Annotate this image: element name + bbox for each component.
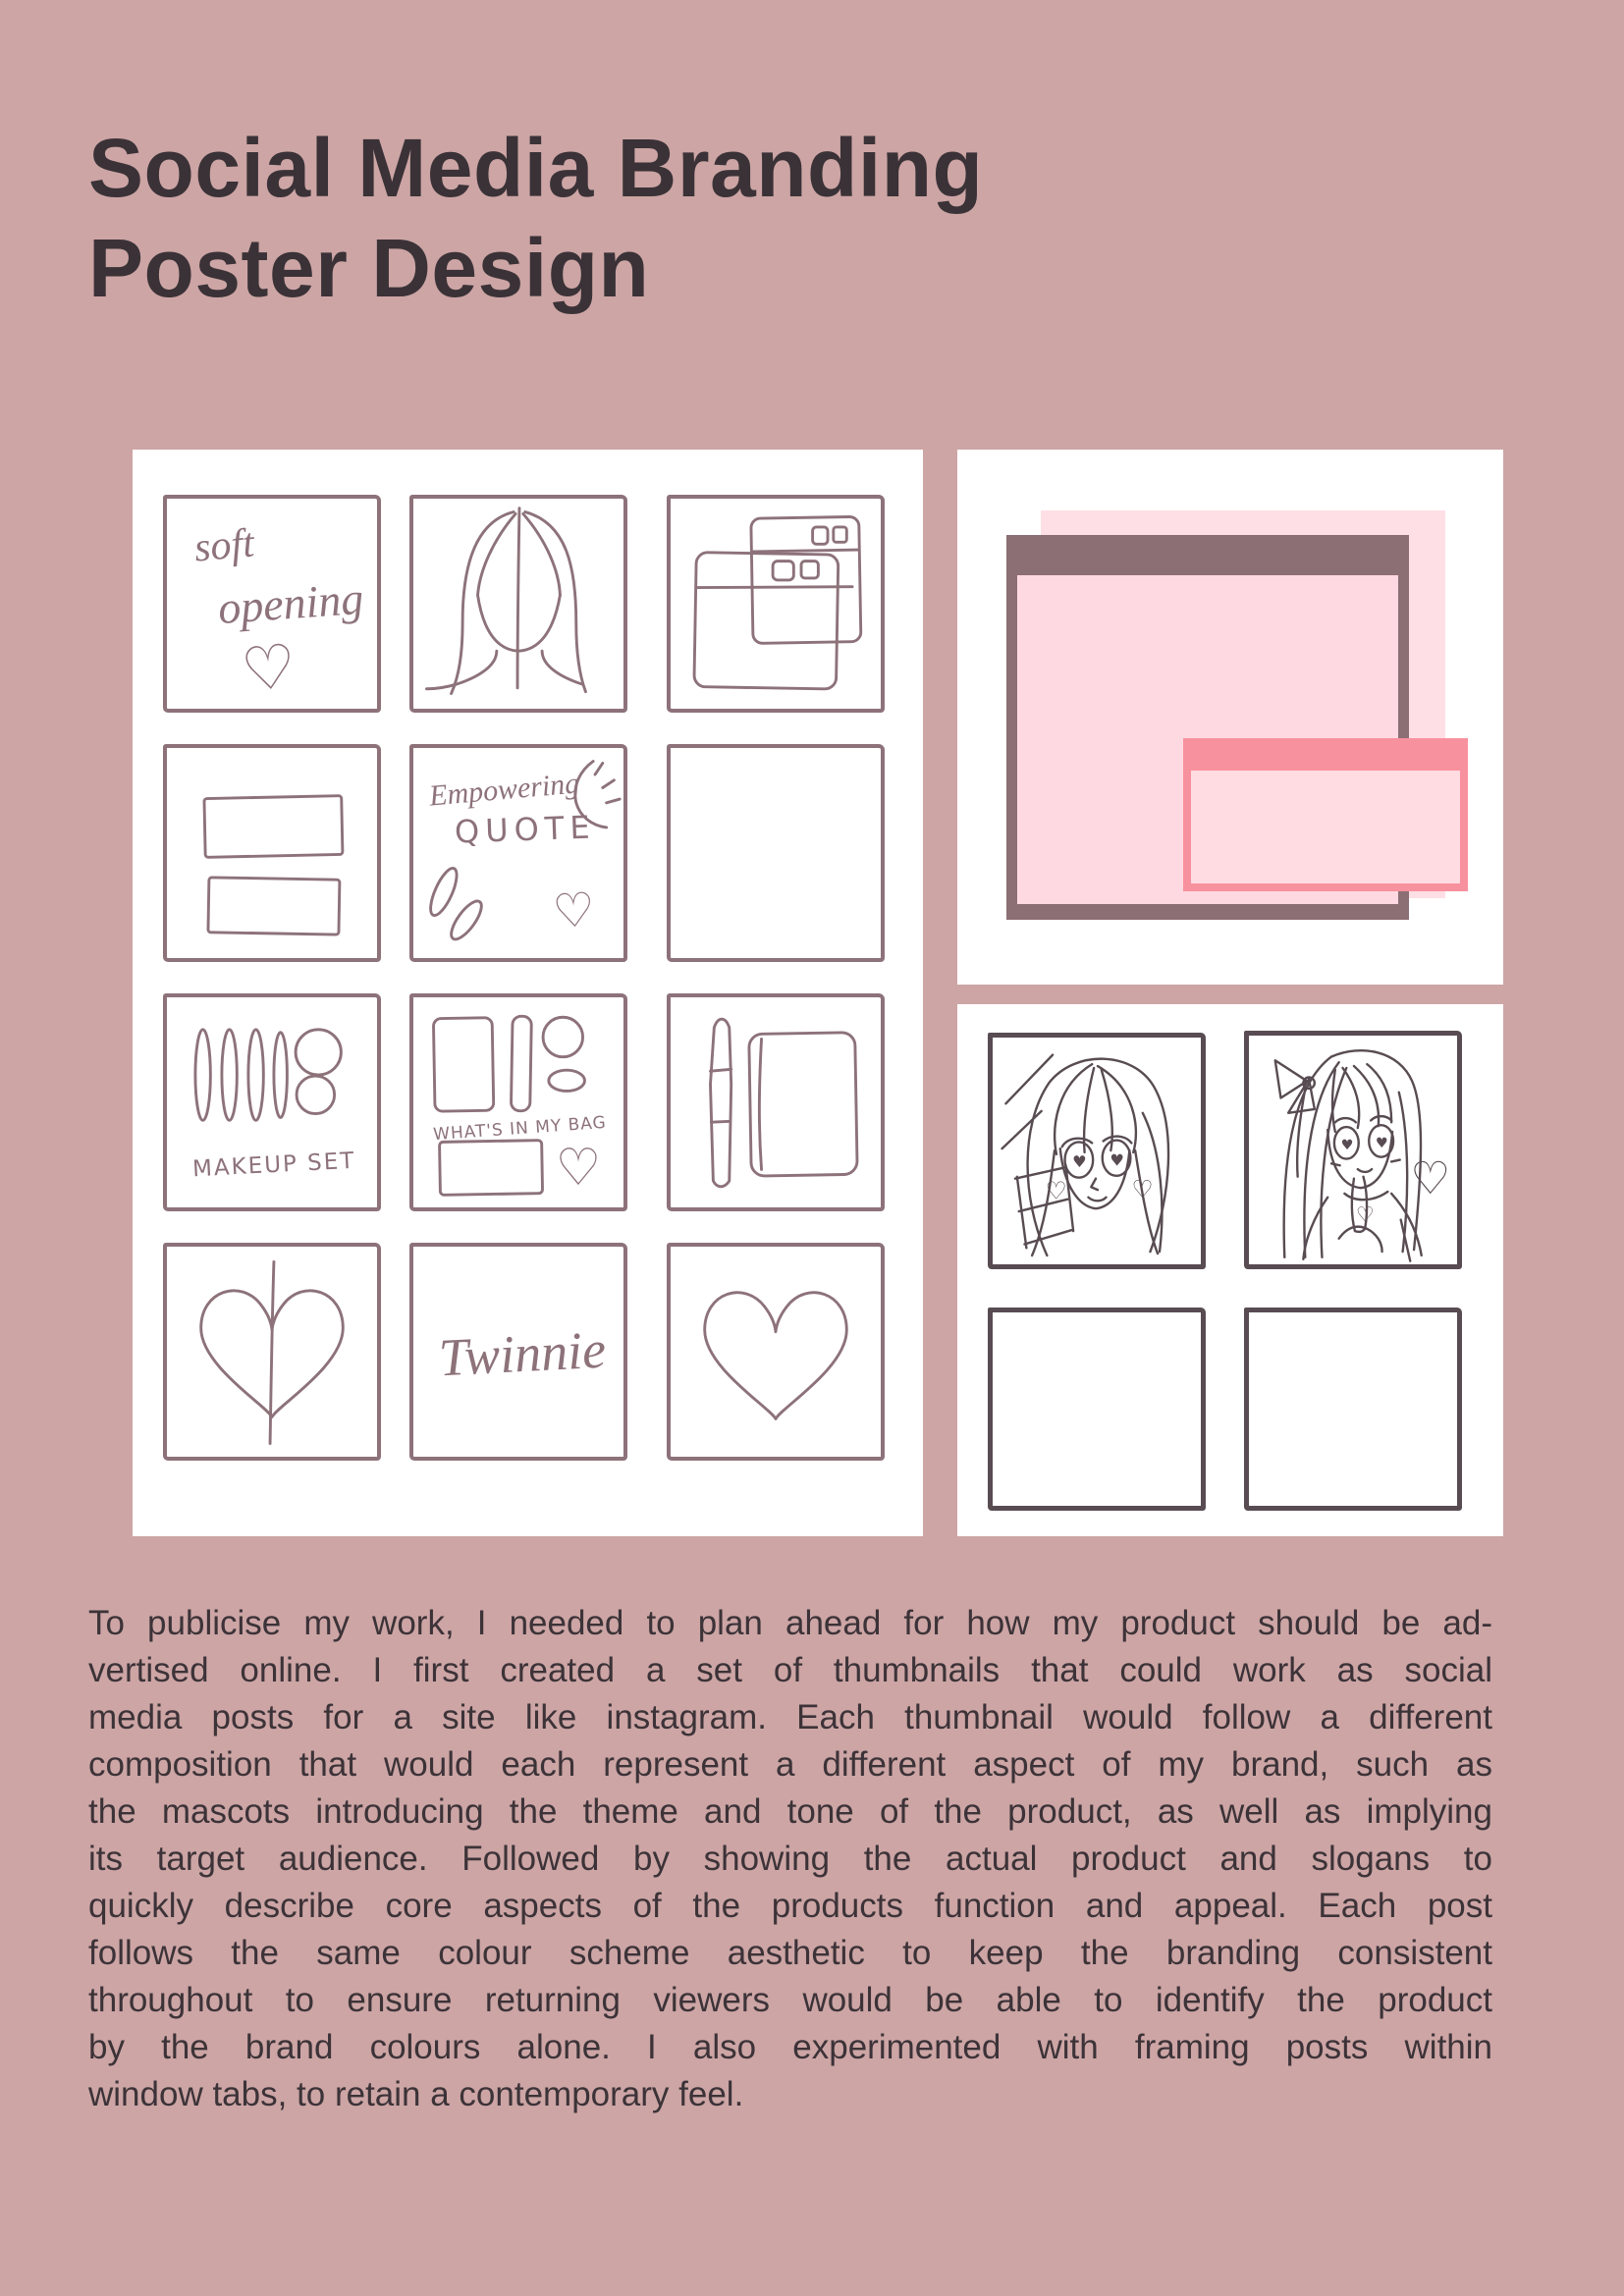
- salmon-window-frame: [1183, 738, 1468, 891]
- mascot-moodboard-panel: [957, 1004, 1503, 1536]
- soft-opening-word2: opening: [216, 572, 365, 634]
- mascot-sketch-2: [1244, 1031, 1462, 1269]
- mascot-sketch-1: [988, 1033, 1206, 1269]
- svg-text:♥: ♥: [1110, 1150, 1124, 1170]
- body-line: the mascots introducing the theme and tone of the product, as well as implying: [88, 1792, 1492, 1831]
- whats-in-my-bag-label: WHAT'S IN MY BAG: [432, 1112, 608, 1146]
- page-title-line1: Social Media Branding: [88, 122, 984, 214]
- thumb-whats-in-my-bag: [409, 993, 627, 1211]
- svg-text:♥: ♥: [1072, 1152, 1087, 1172]
- thumbnail-sketch-sheet: [133, 450, 923, 1536]
- body-line: composition that would each represent a different aspect of my brand, such as: [88, 1745, 1492, 1784]
- empty-moodboard-box-1: [988, 1308, 1206, 1511]
- heart-icon: ♡: [238, 629, 300, 707]
- body-line: To publicise my work, I needed to plan ahead for how my product should be ad-: [88, 1604, 1492, 1642]
- bag-items-sketch-icon: [413, 997, 623, 1207]
- twinnie-label: Twinnie: [437, 1319, 608, 1388]
- heart-icon: ♡: [555, 1138, 602, 1198]
- body-line: window tabs, to retain a contemporary feel.: [88, 2075, 744, 2113]
- anime-girl-1-icon: [993, 1038, 1201, 1264]
- body-line: by the brand colours alone. I also experimented with framing posts within: [88, 2028, 1492, 2066]
- brand-colour-mockup-panel: [957, 450, 1503, 985]
- makeup-set-label: MAKEUP SET: [191, 1148, 356, 1183]
- body-line: throughout to ensure returning viewers would be able to identify the product: [88, 1981, 1492, 2019]
- thumb-soft-opening: [163, 495, 381, 713]
- page-title: [88, 118, 983, 318]
- anime-girl-2-icon: [1249, 1036, 1457, 1264]
- face-sketch-icon: [413, 499, 623, 709]
- heart-icon: ♡: [551, 881, 597, 940]
- thumb-makeup-set: [163, 993, 381, 1211]
- thumb-empty: [667, 744, 885, 962]
- salmon-window-content: [1191, 771, 1460, 883]
- body-line: vertised online. I first created a set of thumbnails that could work as social: [88, 1651, 1492, 1689]
- body-line: its target audience. Followed by showing the actual product and slogans to: [88, 1840, 1492, 1878]
- svg-text:♡: ♡: [1045, 1176, 1067, 1205]
- thumb-stationery: [667, 993, 885, 1211]
- body-line: quickly describe core aspects of the products function and appeal. Each post: [88, 1887, 1492, 1925]
- pen-notebook-sketch-icon: [671, 997, 881, 1207]
- page-title-line2: Poster Design: [88, 222, 650, 314]
- empty-moodboard-box-2: [1244, 1308, 1462, 1511]
- thumb-empowering-quote: [409, 744, 627, 962]
- thumb-browser-windows: [667, 495, 885, 713]
- body-line: media posts for a site like instagram. Each thumbnail would follow a different: [88, 1698, 1492, 1736]
- svg-text:♡: ♡: [1131, 1174, 1154, 1203]
- body-line: follows the same colour scheme aesthetic to keep the branding consistent: [88, 1934, 1492, 1972]
- thumb-mascot-face: [409, 495, 627, 713]
- svg-text:♡: ♡: [1410, 1150, 1451, 1204]
- svg-text:♡: ♡: [1355, 1202, 1375, 1227]
- svg-text:♥: ♥: [1340, 1138, 1354, 1154]
- svg-text:♥: ♥: [1375, 1136, 1388, 1152]
- thumb-split-heart: [163, 1243, 381, 1461]
- body-paragraph: [88, 1600, 1492, 2118]
- heart-sketch-icon: [671, 1247, 881, 1457]
- browser-windows-sketch-icon: [671, 499, 881, 709]
- thumb-heart: [667, 1243, 885, 1461]
- banner-rects-sketch-icon: [167, 748, 377, 958]
- empowering-word: Empowering: [427, 767, 581, 813]
- thumb-banner-rects: [163, 744, 381, 962]
- soft-opening-word1: soft: [192, 520, 256, 571]
- split-heart-sketch-icon: [167, 1247, 377, 1457]
- thumb-twinnie: [409, 1243, 627, 1461]
- quote-word: QUOTE: [454, 808, 597, 851]
